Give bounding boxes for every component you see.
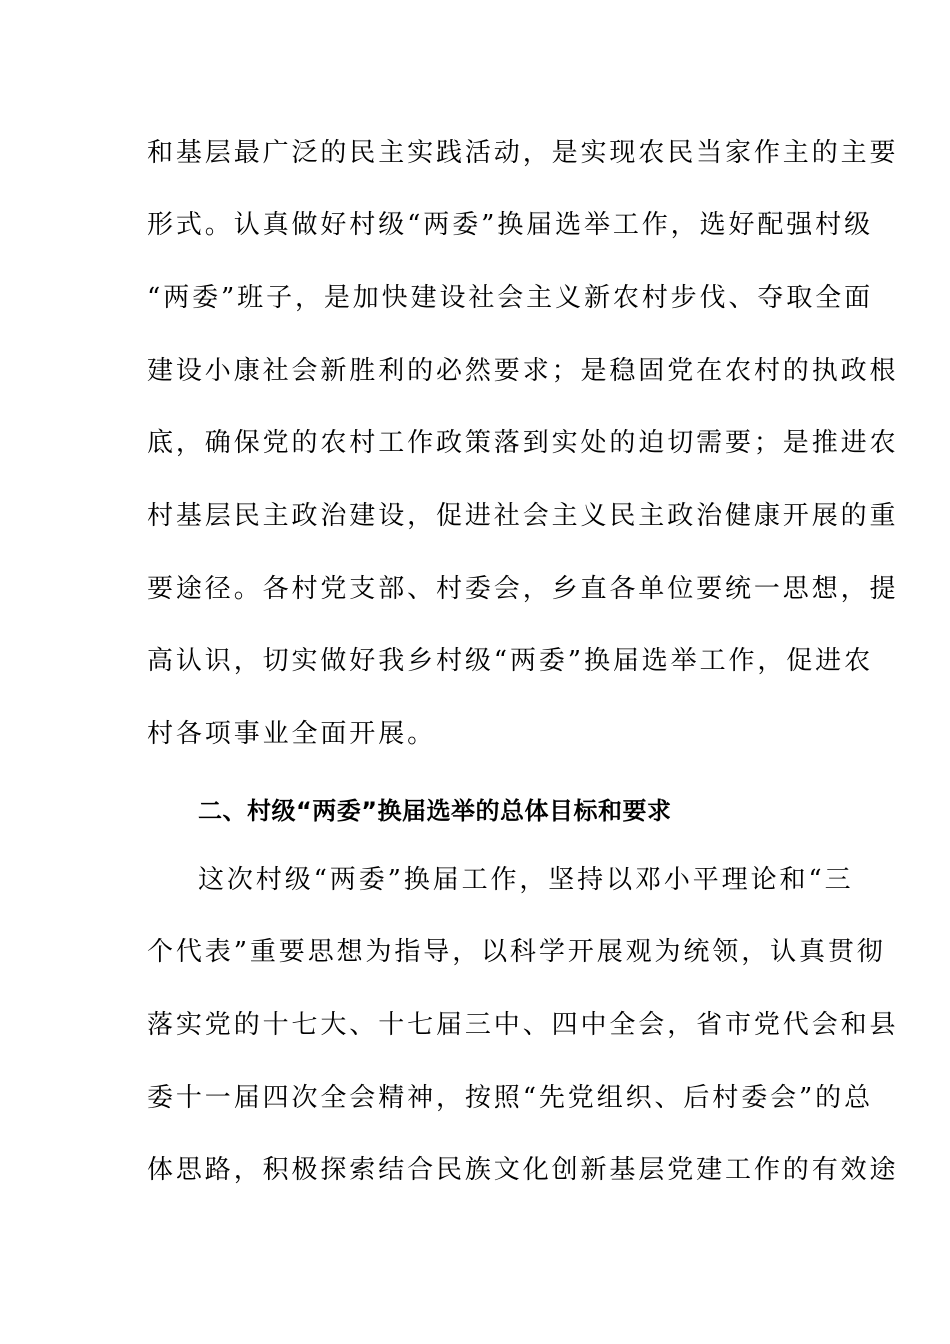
paragraph-line: “两委”班子，是加快建设社会主义新农村步伐、夺取全面 (147, 283, 873, 313)
paragraph-line: 底，确保党的农村工作政策落到实处的迫切需要；是推进农 (147, 428, 899, 458)
paragraph-line: 委十一届四次全会精神，按照“先党组织、后村委会”的总 (147, 1083, 873, 1113)
paragraph-line: 这次村级“两委”换届工作，坚持以邓小平理论和“三 (198, 865, 854, 895)
paragraph-line: 体思路，积极探索结合民族文化创新基层党建工作的有效途 (147, 1155, 899, 1185)
paragraph-line: 高认识，切实做好我乡村级“两委”换届选举工作，促进农 (147, 646, 873, 676)
paragraph-line: 形式。认真做好村级“两委”换届选举工作，选好配强村级 (147, 210, 873, 240)
paragraph-line: 个代表”重要思想为指导，以科学开展观为统领，认真贯彻 (147, 937, 886, 967)
paragraph-line: 村基层民主政治建设，促进社会主义民主政治健康开展的重 (147, 501, 899, 531)
section-heading: 二、村级“两委”换届选举的总体目标和要求 (198, 797, 672, 825)
paragraph-line: 要途径。各村党支部、村委会，乡直各单位要统一思想，提 (147, 574, 899, 604)
paragraph-line: 和基层最广泛的民主实践活动，是实现农民当家作主的主要 (147, 138, 899, 168)
paragraph-line: 落实党的十七大、十七届三中、四中全会，省市党代会和县 (147, 1010, 899, 1040)
paragraph-line: 建设小康社会新胜利的必然要求；是稳固党在农村的执政根 (147, 356, 899, 386)
paragraph-line: 村各项事业全面开展。 (147, 719, 437, 749)
